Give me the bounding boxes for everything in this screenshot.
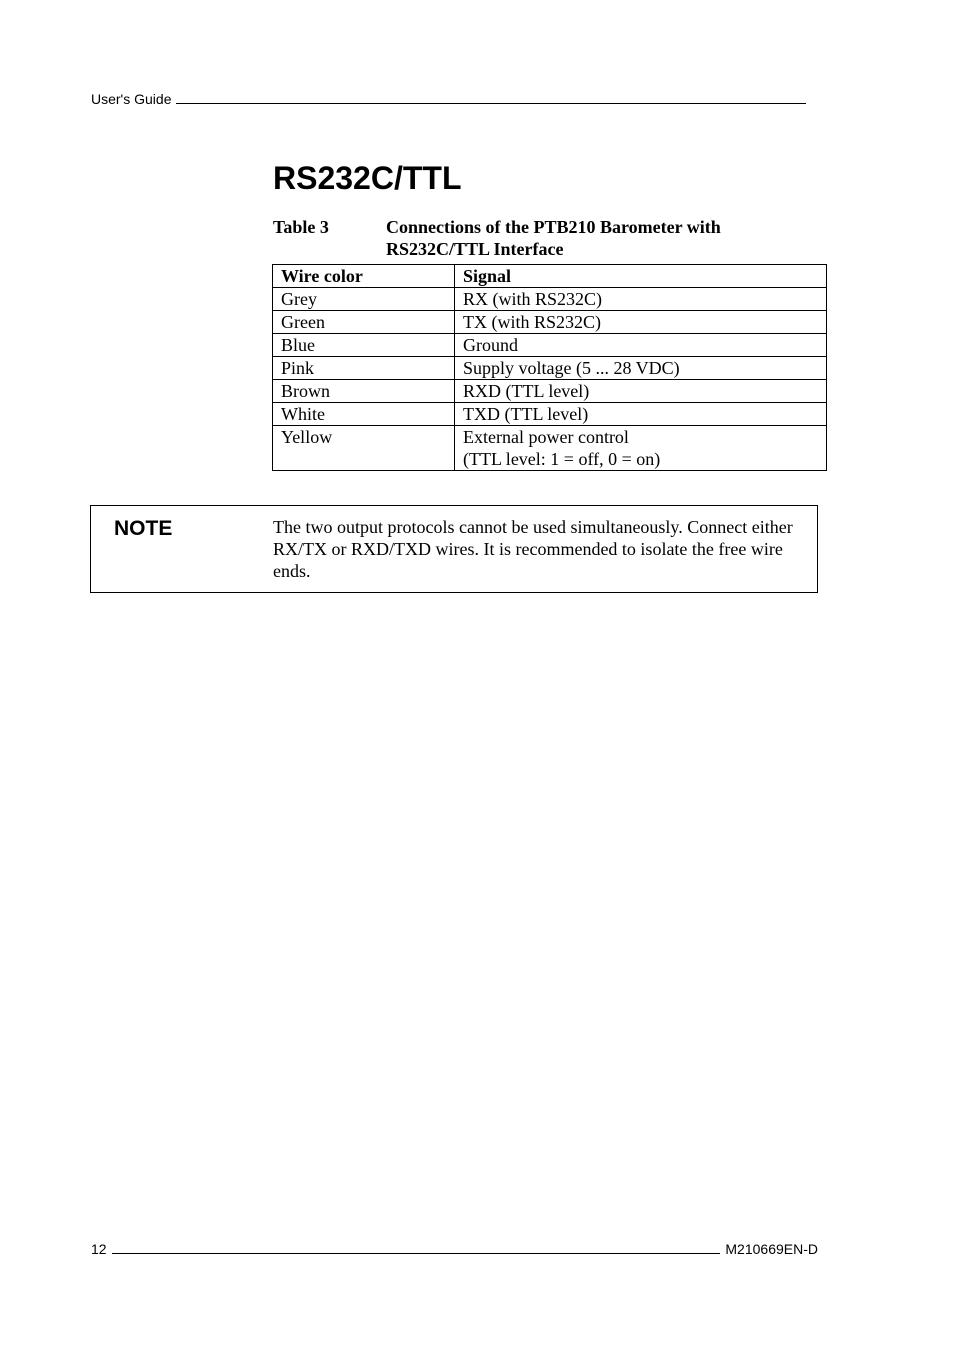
table-row	[273, 334, 827, 357]
signal-line-2: (TTL level: 1 = off, 0 = on)	[463, 449, 661, 469]
signal-line-1: External power control	[463, 427, 629, 447]
connections-table	[272, 264, 827, 471]
running-header	[91, 90, 816, 108]
note-text: The two output protocols cannot be used simultaneously. Connect either RX/TX or RXD/TXD wires. It is recommended to isolate the free wire ends.	[273, 517, 793, 581]
wire-color-cell: White	[273, 403, 455, 426]
table-row	[273, 311, 827, 334]
signal-cell: TXD (TTL level)	[455, 403, 827, 426]
note-label: NOTE	[114, 517, 173, 540]
column-header-signal: Signal	[455, 265, 827, 288]
signal-cell: TX (with RS232C)	[455, 311, 827, 334]
wire-color-cell: Pink	[273, 357, 455, 380]
note-box	[90, 505, 818, 593]
table-row	[273, 403, 827, 426]
table-row	[273, 380, 827, 403]
footer-rule	[112, 1241, 721, 1254]
table-caption-number: Table 3	[273, 217, 329, 237]
signal-cell	[455, 426, 827, 471]
table-row	[273, 426, 827, 471]
running-footer	[91, 1240, 818, 1258]
section-title: RS232C/TTL	[273, 160, 462, 196]
table-row	[273, 357, 827, 380]
page-number: 12	[91, 1241, 107, 1257]
column-header-wire-color: Wire color	[273, 265, 455, 288]
header-rule	[176, 91, 806, 104]
signal-cell: Ground	[455, 334, 827, 357]
table-row	[273, 288, 827, 311]
wire-color-cell: Green	[273, 311, 455, 334]
table-caption-text: Connections of the PTB210 Barometer with RS232C/TTL Interface	[386, 217, 721, 259]
wire-color-cell: Brown	[273, 380, 455, 403]
wire-color-cell: Grey	[273, 288, 455, 311]
signal-cell: RXD (TTL level)	[455, 380, 827, 403]
wire-color-cell: Blue	[273, 334, 455, 357]
header-title: User's Guide	[91, 91, 172, 107]
signal-cell: Supply voltage (5 ... 28 VDC)	[455, 357, 827, 380]
table-header-row	[273, 265, 827, 288]
document-code: M210669EN-D	[725, 1241, 818, 1257]
wire-color-cell: Yellow	[273, 426, 455, 471]
signal-cell: RX (with RS232C)	[455, 288, 827, 311]
